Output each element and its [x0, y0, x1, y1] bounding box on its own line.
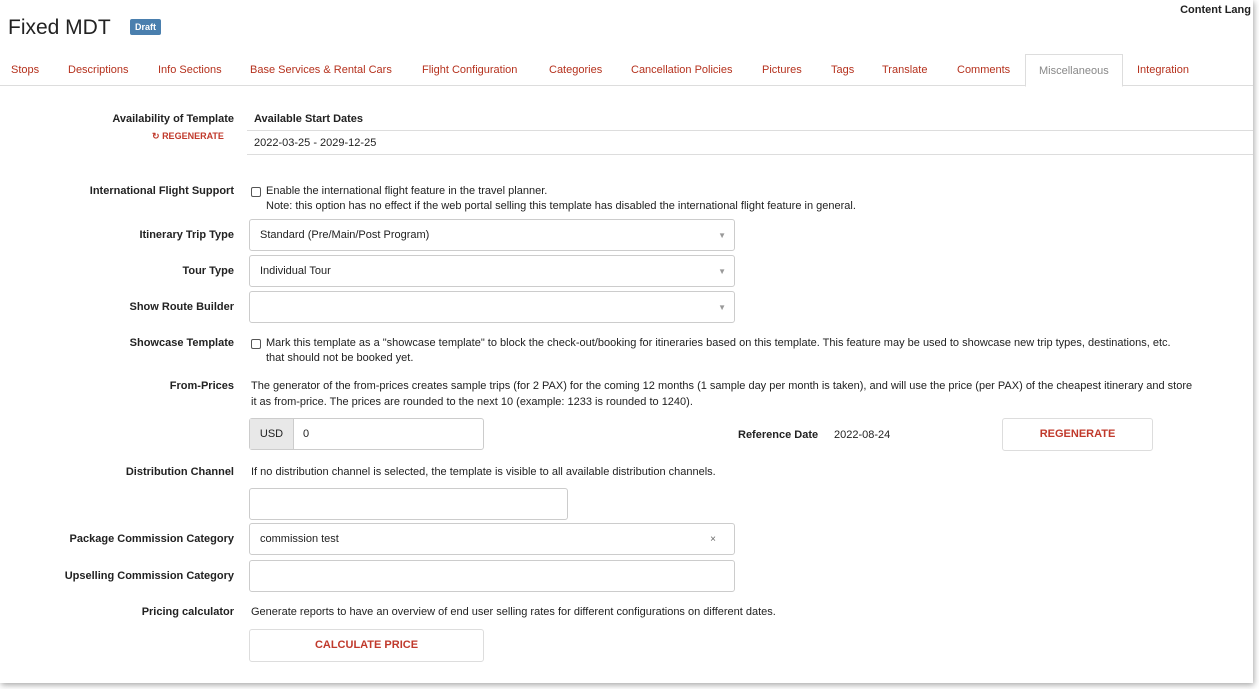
pricing-calculator-text: Generate reports to have an overview of end user selling rates for different configurations on different dates.: [251, 606, 776, 618]
tab-categories[interactable]: Categories: [549, 64, 603, 76]
page-title: Fixed MDT: [8, 16, 111, 39]
tour-type-value: Individual Tour: [260, 265, 331, 277]
upselling-commission-select[interactable]: [249, 560, 735, 592]
package-commission-label: Package Commission Category: [69, 533, 234, 545]
caret-down-icon: ▼: [718, 231, 726, 240]
calculate-price-button[interactable]: CALCULATE PRICE: [249, 629, 484, 662]
availability-label: Availability of Template: [112, 113, 234, 125]
upselling-commission-label: Upselling Commission Category: [64, 570, 234, 582]
route-builder-label: Show Route Builder: [129, 301, 234, 313]
showcase-label: Showcase Template: [129, 337, 234, 349]
from-prices-label: From-Prices: [169, 380, 234, 392]
reference-date-value: 2022-08-24: [834, 429, 891, 441]
tab-cancellation-policies[interactable]: Cancellation Policies: [631, 64, 733, 76]
reference-date-label: Reference Date: [738, 429, 819, 441]
intl-flight-note: Note: this option has no effect if the web portal selling this template has disabled the international flight feature in general.: [266, 200, 856, 212]
itinerary-trip-type-select[interactable]: [249, 219, 735, 251]
currency-addon: USD: [250, 419, 294, 449]
tab-descriptions[interactable]: Descriptions: [68, 64, 129, 76]
intl-flight-text: Enable the international flight feature in the travel planner.: [266, 185, 548, 197]
showcase-checkbox[interactable]: [251, 339, 261, 349]
tab-flight-configuration[interactable]: Flight Configuration: [422, 64, 518, 76]
distribution-channel-input[interactable]: [249, 488, 568, 520]
available-start-dates-header: Available Start Dates: [254, 113, 364, 125]
tab-integration[interactable]: Integration: [1137, 64, 1189, 76]
status-badge: Draft: [130, 19, 161, 35]
tour-type-select[interactable]: [249, 255, 735, 287]
clear-icon[interactable]: ×: [710, 534, 716, 545]
from-price-input[interactable]: [249, 418, 484, 450]
from-prices-text: The generator of the from-prices creates sample trips (for 2 PAX) for the coming 12 months (1 sample day per month is taken), and will use the price (per PAX) of the cheapest itinerary and store: [251, 380, 1193, 392]
tab-translate[interactable]: Translate: [882, 64, 928, 76]
regenerate-dates-link[interactable]: [152, 131, 224, 142]
package-commission-value: commission test: [260, 533, 339, 545]
from-prices-text-2: it as from-price. The prices are rounded to the next 10 (example: 1233 is rounded to 1240).: [251, 396, 693, 408]
caret-down-icon: ▼: [718, 303, 726, 312]
tab-comments[interactable]: Comments: [957, 64, 1011, 76]
tab-base-services[interactable]: Base Services & Rental Cars: [250, 64, 392, 76]
content-language-label[interactable]: Content Lang: [1180, 4, 1251, 16]
refresh-icon: ↻: [152, 131, 160, 141]
regenerate-dates-label: REGENERATE: [162, 131, 224, 141]
itinerary-trip-type-value: Standard (Pre/Main/Post Program): [260, 229, 430, 241]
regenerate-prices-button[interactable]: REGENERATE: [1002, 418, 1153, 451]
package-commission-select[interactable]: [249, 523, 735, 555]
tour-type-label: Tour Type: [182, 265, 234, 277]
tab-bar: [0, 54, 1253, 86]
caret-down-icon: ▼: [718, 267, 726, 276]
tab-pictures[interactable]: Pictures: [762, 64, 802, 76]
distribution-channel-text: If no distribution channel is selected, the template is visible to all available distribution channels.: [251, 466, 716, 478]
intl-flight-label: International Flight Support: [89, 185, 234, 197]
showcase-text-2: that should not be booked yet.: [266, 352, 414, 364]
from-price-value: 0: [303, 428, 310, 440]
tab-tags[interactable]: Tags: [831, 64, 855, 76]
itinerary-trip-type-label: Itinerary Trip Type: [139, 229, 234, 241]
tab-miscellaneous[interactable]: Miscellaneous: [1025, 54, 1123, 87]
pricing-calculator-label: Pricing calculator: [141, 606, 234, 618]
tab-info-sections[interactable]: Info Sections: [158, 64, 222, 76]
distribution-channel-label: Distribution Channel: [125, 466, 234, 478]
showcase-text: Mark this template as a "showcase template" to block the check-out/booking for itineraries based on this template. This feature may be used to showcase new trip types, destinations, etc.: [266, 337, 1171, 349]
date-range: 2022-03-25 - 2029-12-25: [254, 137, 377, 149]
available-start-dates-row: [247, 130, 1253, 155]
route-builder-select[interactable]: [249, 291, 735, 323]
intl-flight-checkbox[interactable]: [251, 187, 261, 197]
tab-stops[interactable]: Stops: [11, 64, 40, 76]
